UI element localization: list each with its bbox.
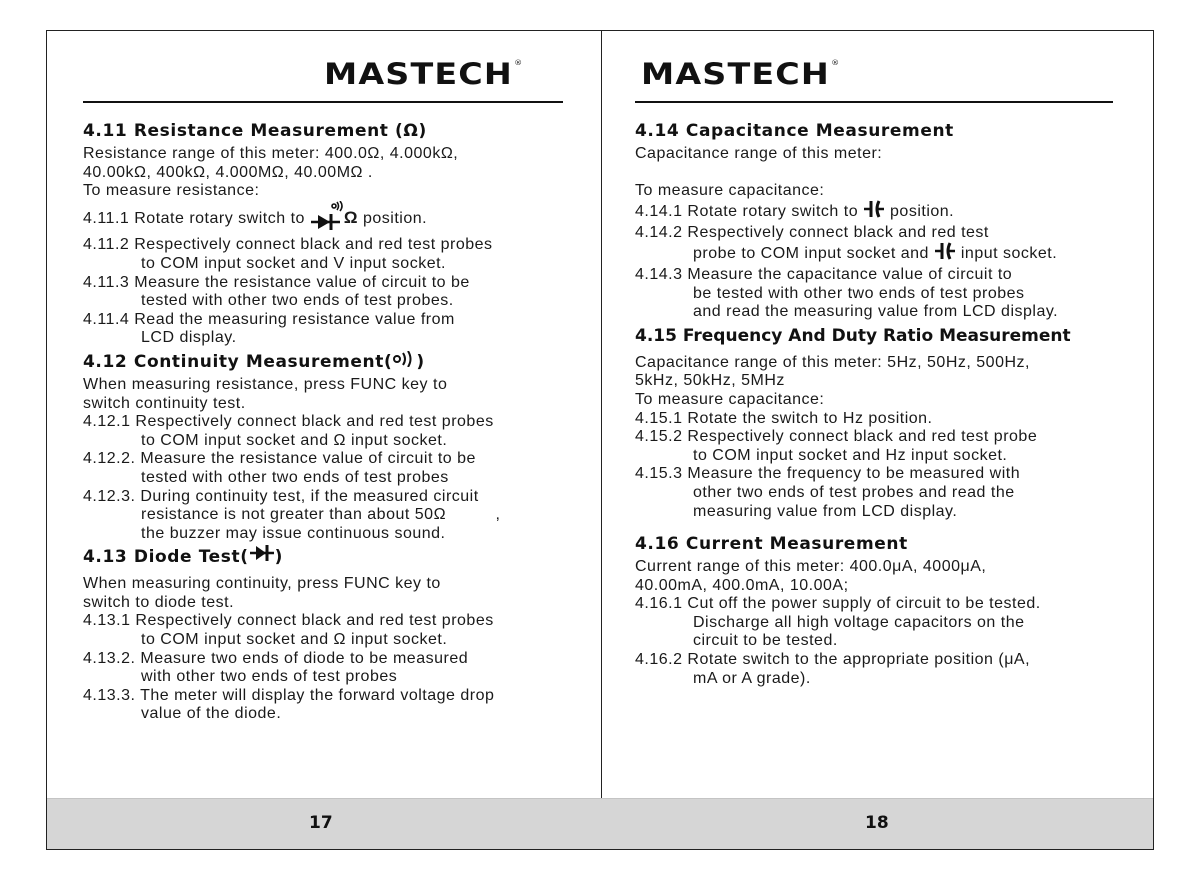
section-title: 4.16 Current Measurement	[635, 534, 908, 555]
brand-logo: MASTECH®	[641, 57, 841, 91]
brand-logo: MASTECH®	[323, 57, 523, 91]
buzzer-icon	[392, 348, 416, 376]
diode-continuity-icon	[310, 201, 344, 237]
diode-icon	[249, 543, 275, 571]
capacitor-icon	[934, 242, 956, 266]
section-title: 4.13 Diode Test( )	[83, 543, 583, 571]
section-4-13: 4.13 Diode Test( ) When measuring continuity, press FUNC key to switch to diode test. 4.13.1 Respectively connect black and red test probes to COM input socket and Ω input socket. 4.13.2. Measure two ends of diode to be measured with other two ends of test probes 4.13.3. The meter will display the forward voltage drop value of the diode.	[83, 543, 583, 724]
section-4-11: 4.11 Resistance Measurement (Ω) Resistance range of this meter: 400.0Ω, 4.000kΩ, 40.00kΩ, 400kΩ, 4.000MΩ, 40.00MΩ . To measure resistance: 4.11.1 Rotate rotary switch to Ω position. 4.11.2 Respectively connect black and red test probes to COM input socket and V input socket. 4.11.3 Measure the resistance value of circuit to be tested with other two ends of test probes. 4.11.4 Read the measuring resistance value from LCD display.	[83, 117, 583, 348]
section-title: 4.15 Frequency And Duty Ratio Measurement	[635, 325, 1071, 346]
page-17	[83, 31, 583, 801]
section-title: 4.14 Capacitance Measurement	[635, 121, 954, 141]
section-4-16: 4.16 Current Measurement Current range of this meter: 400.0μA, 4000μA, 40.00mA, 400.0mA, 10.00A; 4.16.1 Cut off the power supply of circuit to be tested. Discharge all high voltage capacitors on the circuit to be tested. 4.16.2 Rotate switch to the appropriate position (μA, mA or A grade).	[635, 530, 1145, 688]
section-title: 4.12 Continuity Measurement( )	[83, 348, 583, 376]
page-number-17: 17	[309, 813, 333, 833]
section-title: 4.11 Resistance Measurement (Ω)	[83, 121, 427, 141]
page-number-18: 18	[865, 813, 889, 833]
section-4-12: 4.12 Continuity Measurement( ) When measuring resistance, press FUNC key to switch continuity test. 4.12.1 Respectively connect black and red test probes to COM input socket and Ω input socket. 4.12.2. Measure the resistance value of circuit to be tested with other two ends of test probes 4.12.3. During continuity test, if the measured circuit resistance is not greater than about 50Ω , the buzzer may issue continuous sound.	[83, 348, 583, 543]
page-18	[635, 31, 1145, 801]
section-4-15: 4.15 Frequency And Duty Ratio Measurement Capacitance range of this meter: 5Hz, 50Hz, 500Hz, 5kHz, 50kHz, 5MHz To measure capacitance: 4.15.1 Rotate the switch to Hz position. 4.15.2 Respectively connect black and red test probe to COM input socket and Hz input socket. 4.15.3 Measure the frequency to be measured with other two ends of test probes and read the measuring value from LCD display.	[635, 322, 1145, 521]
section-4-14: 4.14 Capacitance Measurement Capacitance range of this meter: To measure capacitance: 4.14.1 Rotate rotary switch to position. 4.14.2 Respectively connect black and red test probe to COM input socket and input socket. 4.14.3 Measure the capacitance value of circuit to be tested with other two ends of test probes and read the measuring value from LCD display.	[635, 117, 1145, 322]
manual-spread	[46, 30, 1154, 850]
page-footer	[47, 798, 1153, 849]
capacitor-icon	[863, 200, 885, 224]
header-rule	[635, 101, 1113, 103]
page-divider	[601, 31, 602, 849]
header-rule	[83, 101, 563, 103]
page-18-content	[635, 117, 1145, 688]
page-17-content	[83, 117, 583, 724]
